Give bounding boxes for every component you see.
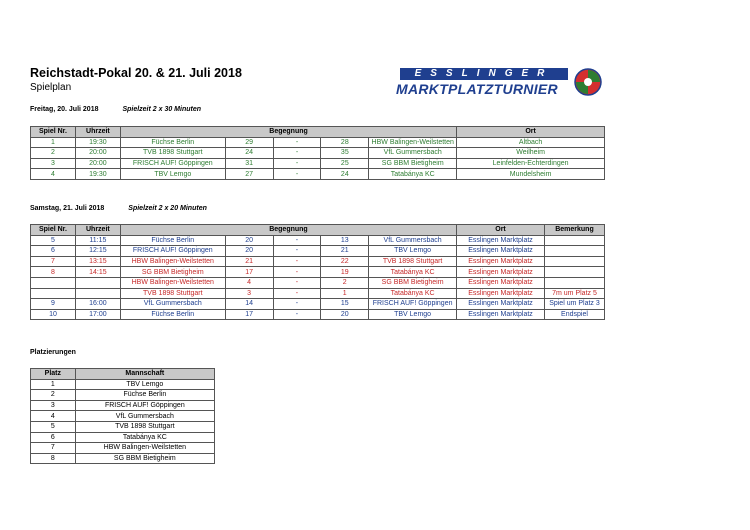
home-team: SG BBM Bietigheim	[120, 267, 225, 278]
score-separator: -	[273, 169, 321, 180]
bemerkung	[544, 267, 604, 278]
away-team: Tatabánya KC	[369, 288, 457, 299]
table-row	[31, 288, 605, 299]
score-separator: -	[273, 158, 321, 169]
table-row	[31, 158, 605, 169]
day2-spielzeit: Spielzeit 2 x 20 Minuten	[128, 205, 207, 212]
bemerkung: Endspiel	[544, 309, 604, 320]
uhrzeit: 17:00	[75, 309, 120, 320]
home-team: FRISCH AUF! Göppingen	[120, 246, 225, 257]
ort: Altbach	[457, 137, 605, 148]
uhrzeit: 11:15	[75, 235, 120, 246]
away-team: VfL Gummersbach	[369, 148, 457, 159]
table-row	[31, 277, 605, 288]
away-score: 28	[321, 137, 369, 148]
col-spiel-nr: Spiel Nr.	[31, 225, 76, 236]
ort: Esslingen Marktplatz	[457, 246, 545, 257]
platz: 1	[31, 379, 76, 390]
platz: 8	[31, 453, 76, 464]
home-team: TVB 1898 Stuttgart	[120, 148, 225, 159]
home-score: 24	[225, 148, 273, 159]
away-team: Tatabánya KC	[369, 267, 457, 278]
table-row	[31, 390, 215, 401]
col-spiel-nr: Spiel Nr.	[31, 127, 76, 138]
away-score: 21	[321, 246, 369, 257]
table-row	[31, 235, 605, 246]
table-row	[31, 309, 605, 320]
ort: Esslingen Marktplatz	[457, 235, 545, 246]
spiel-nr: 8	[31, 267, 76, 278]
col-begegnung: Begegnung	[120, 225, 456, 236]
away-score: 20	[321, 309, 369, 320]
uhrzeit: 14:15	[75, 267, 120, 278]
day1-spielzeit: Spielzeit 2 x 30 Minuten	[122, 106, 202, 113]
table-row	[31, 137, 605, 148]
spiel-nr: 1	[31, 137, 76, 148]
ort: Esslingen Marktplatz	[457, 299, 545, 310]
platz: 3	[31, 400, 76, 411]
away-score: 25	[321, 158, 369, 169]
uhrzeit: 20:00	[75, 158, 120, 169]
spiel-nr: 6	[31, 246, 76, 257]
day1-label	[30, 106, 201, 113]
bemerkung	[544, 277, 604, 288]
uhrzeit: 16:00	[75, 299, 120, 310]
spiel-nr: 3	[31, 158, 76, 169]
spiel-nr: 4	[31, 169, 76, 180]
home-team: Füchse Berlin	[120, 137, 225, 148]
home-team: VfL Gummersbach	[120, 299, 225, 310]
mannschaft: VfL Gummersbach	[75, 411, 214, 422]
away-team: SG BBM Bietigheim	[369, 277, 457, 288]
away-score: 13	[321, 235, 369, 246]
ort: Mundelsheim	[457, 169, 605, 180]
uhrzeit: 20:00	[75, 148, 120, 159]
col-bemerkung: Bemerkung	[544, 225, 604, 236]
home-team: Füchse Berlin	[120, 309, 225, 320]
spiel-nr: 9	[31, 299, 76, 310]
away-score: 22	[321, 256, 369, 267]
score-separator: -	[273, 277, 321, 288]
ort: Esslingen Marktplatz	[457, 277, 545, 288]
bemerkung	[544, 256, 604, 267]
home-score: 21	[225, 256, 273, 267]
uhrzeit: 19:30	[75, 137, 120, 148]
home-team: HBW Balingen-Weilstetten	[120, 277, 225, 288]
away-team: VfL Gummersbach	[369, 235, 457, 246]
home-score: 27	[225, 169, 273, 180]
table-row	[31, 169, 605, 180]
away-team: TVB 1898 Stuttgart	[369, 256, 457, 267]
mannschaft: Tatabánya KC	[75, 432, 214, 443]
platz: 5	[31, 421, 76, 432]
home-score: 17	[225, 309, 273, 320]
platz: 6	[31, 432, 76, 443]
home-score: 14	[225, 299, 273, 310]
mannschaft: FRISCH AUF! Göppingen	[75, 400, 214, 411]
day1-table	[30, 126, 605, 180]
ort: Weilheim	[457, 148, 605, 159]
ort: Esslingen Marktplatz	[457, 309, 545, 320]
mannschaft: SG BBM Bietigheim	[75, 453, 214, 464]
logo-line2: MARKTPLATZTURNIER	[396, 81, 558, 97]
score-separator: -	[273, 299, 321, 310]
table-row	[31, 299, 605, 310]
away-score: 24	[321, 169, 369, 180]
table-row	[31, 453, 215, 464]
platzierungen-header-row	[31, 369, 215, 380]
tournament-logo	[396, 68, 606, 98]
bemerkung: 7m um Platz 5	[544, 288, 604, 299]
uhrzeit	[75, 277, 120, 288]
table-row	[31, 443, 215, 454]
home-score: 20	[225, 246, 273, 257]
table-row	[31, 246, 605, 257]
platz: 7	[31, 443, 76, 454]
ort: Esslingen Marktplatz	[457, 267, 545, 278]
table-row	[31, 432, 215, 443]
away-score: 35	[321, 148, 369, 159]
home-score: 31	[225, 158, 273, 169]
uhrzeit: 13:15	[75, 256, 120, 267]
day1-date: Freitag, 20. Juli 2018	[30, 106, 99, 113]
away-team: TBV Lemgo	[369, 309, 457, 320]
col-begegnung: Begegnung	[120, 127, 456, 138]
away-score: 1	[321, 288, 369, 299]
score-separator: -	[273, 256, 321, 267]
uhrzeit	[75, 288, 120, 299]
platz: 4	[31, 411, 76, 422]
spiel-nr: 2	[31, 148, 76, 159]
spiel-nr: 7	[31, 256, 76, 267]
platz: 2	[31, 390, 76, 401]
page-title: Reichstadt-Pokal 20. & 21. Juli 2018	[30, 66, 242, 80]
mannschaft: TBV Lemgo	[75, 379, 214, 390]
away-team: FRISCH AUF! Göppingen	[369, 299, 457, 310]
table-row	[31, 421, 215, 432]
platzierungen-table	[30, 368, 215, 464]
away-team: SG BBM Bietigheim	[369, 158, 457, 169]
away-team: Tatabánya KC	[369, 169, 457, 180]
score-separator: -	[273, 267, 321, 278]
ort: Leinfelden-Echterdingen	[457, 158, 605, 169]
mannschaft: TVB 1898 Stuttgart	[75, 421, 214, 432]
day2-header-row	[31, 225, 605, 236]
table-row	[31, 400, 215, 411]
platzierungen-title: Platzierungen	[30, 349, 76, 356]
col-mannschaft: Mannschaft	[75, 369, 214, 380]
mannschaft: Füchse Berlin	[75, 390, 214, 401]
day2-table	[30, 224, 605, 320]
col-platz: Platz	[31, 369, 76, 380]
bemerkung	[544, 235, 604, 246]
col-uhrzeit: Uhrzeit	[75, 127, 120, 138]
day2-label	[30, 205, 207, 212]
home-score: 3	[225, 288, 273, 299]
ort: Esslingen Marktplatz	[457, 256, 545, 267]
ort: Esslingen Marktplatz	[457, 288, 545, 299]
away-team: TBV Lemgo	[369, 246, 457, 257]
home-score: 29	[225, 137, 273, 148]
col-ort: Ort	[457, 225, 545, 236]
home-team: HBW Balingen-Weilstetten	[120, 256, 225, 267]
col-uhrzeit: Uhrzeit	[75, 225, 120, 236]
logo-line1: ESSLINGER	[400, 68, 568, 80]
home-score: 20	[225, 235, 273, 246]
score-separator: -	[273, 246, 321, 257]
home-team: TVB 1898 Stuttgart	[120, 288, 225, 299]
table-row	[31, 148, 605, 159]
score-separator: -	[273, 309, 321, 320]
home-team: FRISCH AUF! Göppingen	[120, 158, 225, 169]
col-ort: Ort	[457, 127, 605, 138]
table-row	[31, 379, 215, 390]
away-score: 19	[321, 267, 369, 278]
spiel-nr: 5	[31, 235, 76, 246]
day2-date: Samstag, 21. Juli 2018	[30, 205, 105, 212]
away-team: HBW Balingen-Weilstetten	[369, 137, 457, 148]
table-row	[31, 256, 605, 267]
away-score: 2	[321, 277, 369, 288]
away-score: 15	[321, 299, 369, 310]
table-row	[31, 411, 215, 422]
home-team: Füchse Berlin	[120, 235, 225, 246]
score-separator: -	[273, 235, 321, 246]
spiel-nr	[31, 288, 76, 299]
home-score: 17	[225, 267, 273, 278]
bemerkung	[544, 246, 604, 257]
page-subtitle: Spielplan	[30, 82, 72, 93]
spiel-nr: 10	[31, 309, 76, 320]
table-row	[31, 267, 605, 278]
score-separator: -	[273, 148, 321, 159]
score-separator: -	[273, 288, 321, 299]
handball-icon	[574, 68, 602, 96]
mannschaft: HBW Balingen-Weilstetten	[75, 443, 214, 454]
bemerkung: Spiel um Platz 3	[544, 299, 604, 310]
spiel-nr	[31, 277, 76, 288]
uhrzeit: 12:15	[75, 246, 120, 257]
day1-header-row	[31, 127, 605, 138]
home-score: 4	[225, 277, 273, 288]
score-separator: -	[273, 137, 321, 148]
uhrzeit: 19:30	[75, 169, 120, 180]
home-team: TBV Lemgo	[120, 169, 225, 180]
